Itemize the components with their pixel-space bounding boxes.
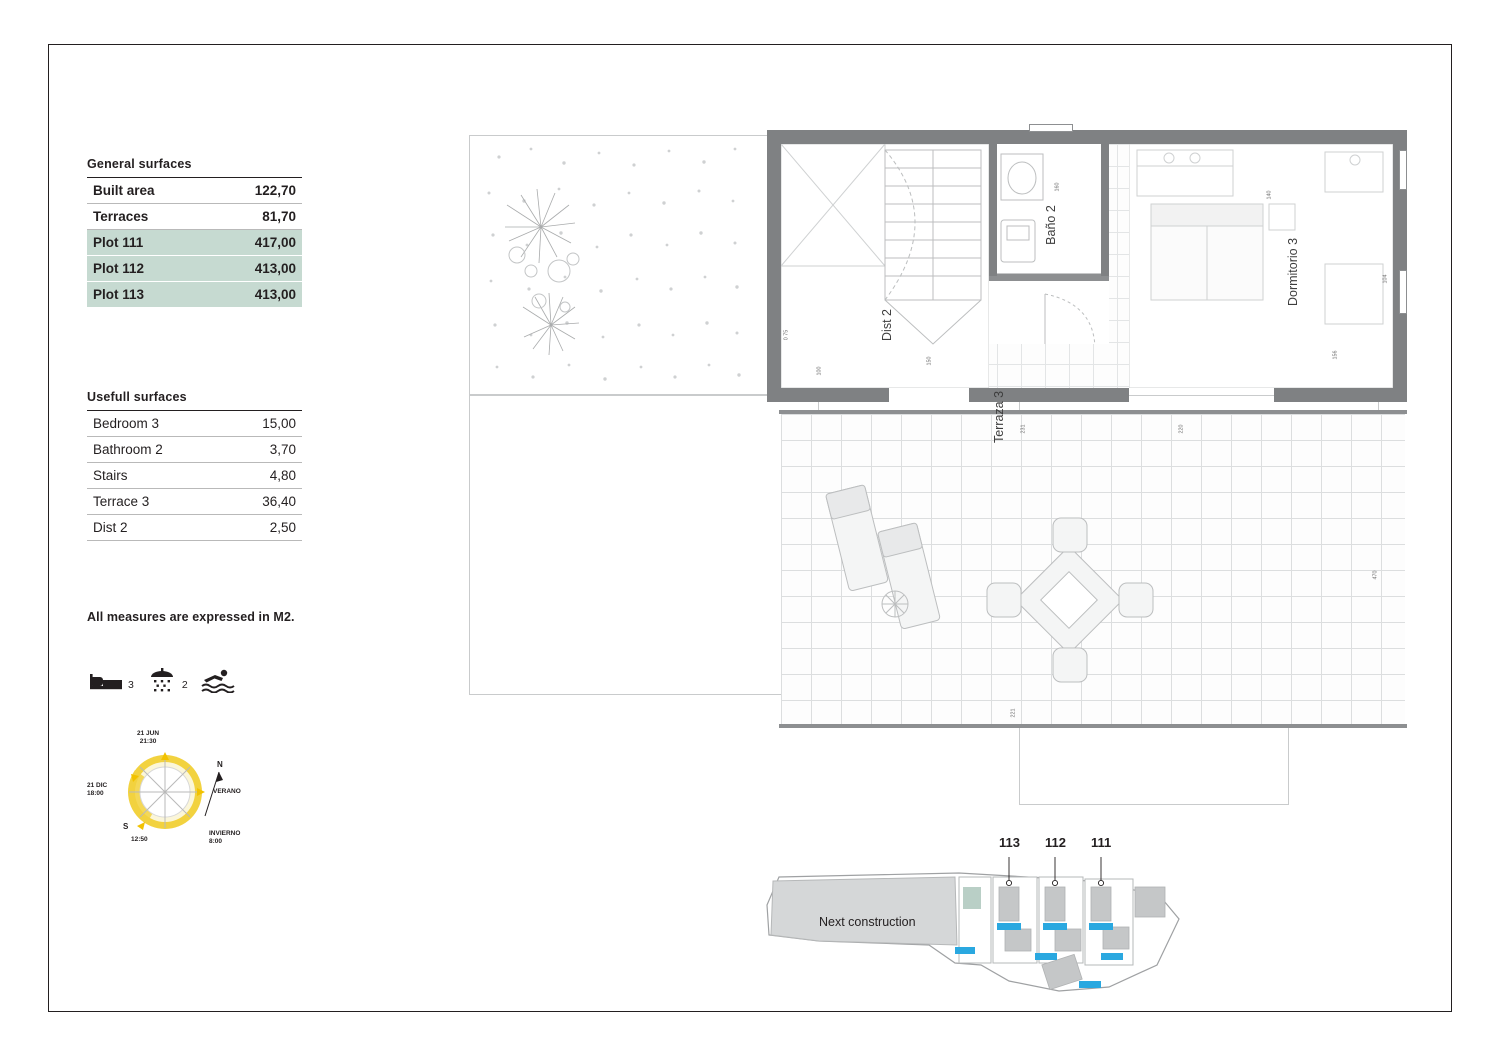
plot-number-113: 113 [999, 835, 1020, 850]
dim-100: 100 [816, 366, 823, 376]
room-label-dormitorio-3: Dormitorio 3 [1286, 237, 1301, 307]
drawing-sheet [48, 44, 1452, 1012]
dim-140: 140 [1266, 190, 1273, 200]
dim-220: 220 [1178, 424, 1185, 434]
bedrooms-feature [89, 669, 134, 693]
row-label: Bathroom 2 [87, 437, 222, 463]
dim-104: 104 [1382, 274, 1389, 284]
room-label-bano-2: Baño 2 [1043, 205, 1058, 245]
row-label: Stairs [87, 463, 222, 489]
wall-bottom-right [1274, 388, 1407, 402]
measures-note: All measures are expressed in M2. [87, 610, 295, 624]
table-row [87, 178, 302, 204]
row-value: 36,40 [222, 489, 302, 515]
bedrooms-count: 3 [128, 679, 134, 691]
floor-plan [359, 80, 1399, 760]
bathrooms-feature [147, 667, 188, 693]
shower-icon [147, 667, 177, 693]
dim-221: 221 [1010, 708, 1017, 718]
compass-north-label: N [217, 760, 223, 769]
table-row [87, 463, 302, 489]
dim-075: 0 75 [783, 329, 790, 341]
next-construction-label: Next construction [819, 915, 916, 929]
dim-156: 156 [1332, 350, 1339, 360]
bedroom-3-furniture [1129, 144, 1393, 388]
solar-orientation-diagram [87, 730, 257, 855]
table-row [87, 282, 302, 308]
bed-icon [89, 669, 123, 693]
garden-planting-graphic [469, 135, 769, 395]
row-label: Plot 113 [87, 282, 209, 308]
row-value: 15,00 [222, 411, 302, 437]
general-surfaces-title: General surfaces [87, 157, 302, 178]
general-surfaces-block [87, 157, 302, 308]
row-label: Plot 111 [87, 230, 209, 256]
row-value: 413,00 [209, 256, 302, 282]
dim-160: 160 [1054, 182, 1061, 192]
terrace-bottom-edge [779, 724, 1407, 728]
row-value: 413,00 [209, 282, 302, 308]
wall-bath-right [1101, 144, 1109, 280]
window-right-2 [1399, 270, 1407, 314]
wall-bath-left [989, 144, 997, 280]
wall-left [767, 130, 781, 402]
usefull-surfaces-block [87, 390, 302, 541]
wall-bath-bottom [989, 276, 1109, 281]
room-label-terraza-3: Terraza 3 [992, 390, 1007, 444]
dim-231: 231 [1020, 424, 1027, 434]
row-value: 122,70 [209, 178, 302, 204]
room-label-dist-2: Dist 2 [879, 309, 894, 341]
table-row [87, 515, 302, 541]
terrace-furniture-graphic [781, 414, 1405, 724]
plot-number-112: 112 [1045, 835, 1066, 850]
plot-number-111: 111 [1091, 835, 1112, 850]
wall-bottom-left [767, 388, 889, 402]
label-verano: VERANO [213, 788, 241, 795]
window-right-1 [1399, 150, 1407, 190]
dim-470: 470 [1372, 570, 1379, 580]
row-value: 4,80 [222, 463, 302, 489]
row-value: 81,70 [209, 204, 302, 230]
usefull-surfaces-table [87, 411, 302, 541]
table-row [87, 411, 302, 437]
compass-south-label: S [123, 822, 129, 831]
row-value: 417,00 [209, 230, 302, 256]
site-plan [759, 795, 1209, 995]
label-21-dic: 21 DIC 18:00 [87, 782, 108, 798]
label-invierno: INVIERNO 8:00 [209, 830, 241, 846]
row-value: 3,70 [222, 437, 302, 463]
bathrooms-count: 2 [181, 679, 188, 691]
table-row [87, 204, 302, 230]
row-value: 2,50 [222, 515, 302, 541]
label-1250: 12:50 [131, 836, 148, 843]
table-row [87, 256, 302, 282]
plot-outline-left [469, 395, 819, 695]
window-top-1 [1029, 124, 1073, 132]
stairs-graphic [781, 144, 989, 388]
row-label: Built area [87, 178, 209, 204]
feature-icons [89, 667, 240, 693]
row-label: Terrace 3 [87, 489, 222, 515]
row-label: Bedroom 3 [87, 411, 222, 437]
pool-feature [201, 667, 240, 693]
swimmer-icon [201, 667, 235, 693]
table-row [87, 230, 302, 256]
row-label: Plot 112 [87, 256, 209, 282]
row-label: Dist 2 [87, 515, 222, 541]
row-label: Terraces [87, 204, 209, 230]
general-surfaces-table [87, 178, 302, 308]
site-plan-graphic [759, 795, 1209, 995]
wall-top [767, 130, 1407, 144]
table-row [87, 437, 302, 463]
usefull-surfaces-title: Usefull surfaces [87, 390, 302, 411]
table-row [87, 489, 302, 515]
dim-150: 150 [926, 356, 933, 366]
label-21-jun: 21 JUN 21:30 [137, 730, 160, 746]
